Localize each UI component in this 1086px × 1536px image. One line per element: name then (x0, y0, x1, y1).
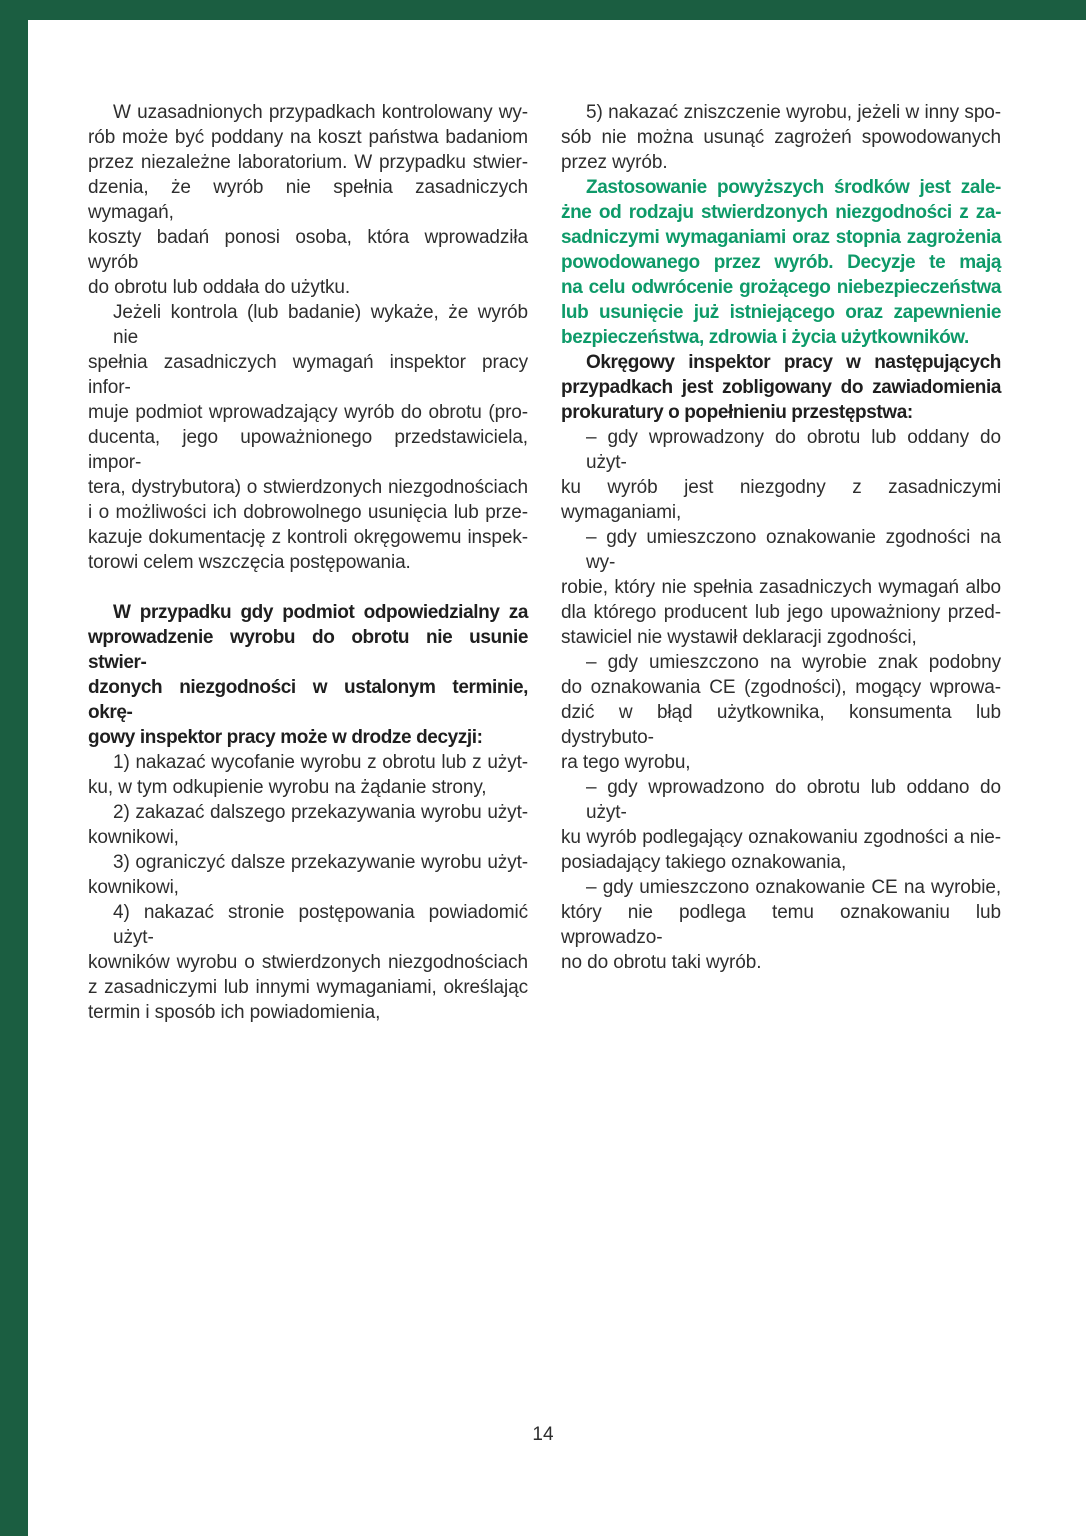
left-text-column (88, 100, 528, 1025)
text-line: 3) ograniczyć dalsze przekazywanie wyrobu użyt- (113, 852, 528, 873)
paragraph (561, 350, 1001, 425)
text-line: kowników wyrobu o stwierdzonych niezgodnościach (88, 952, 528, 973)
text-line: tera, dystrybutora) o stwierdzonych niezgodnościach (88, 477, 528, 498)
text-line: 1) nakazać wycofanie wyrobu z obrotu lub z użyt- (113, 752, 528, 773)
text-line: gowy inspektor pracy może w drodze decyzji: (88, 727, 483, 748)
text-line: ku, w tym odkupienie wyrobu na żądanie strony, (88, 777, 487, 798)
paragraph (88, 750, 528, 800)
text-line: bezpieczeństwa, zdrowia i życia użytkowników. (561, 327, 969, 348)
text-line: koszty badań ponosi osoba, która wprowadziła wyrób (88, 227, 528, 273)
text-line: przypadkach jest zobligowany do zawiadomienia (561, 377, 1001, 398)
paragraph (88, 600, 528, 750)
text-line: który nie podlega temu oznakowaniu lub wprowadzo- (561, 902, 1001, 948)
text-line: dzenia, że wyrób nie spełnia zasadniczych wymagań, (88, 177, 528, 223)
text-line: W przypadku gdy podmiot odpowiedzialny za (113, 602, 528, 623)
text-line: i o możliwości ich dobrowolnego usunięcia lub prze- (88, 502, 528, 523)
text-line: przez niezależne laboratorium. W przypadku stwier- (88, 152, 528, 173)
page-content (88, 100, 1001, 1025)
text-line: dzić w błąd użytkownika, konsumenta lub dystrybuto- (561, 702, 1001, 748)
paragraph (88, 900, 528, 1025)
text-line: 5) nakazać zniszczenie wyrobu, jeżeli w inny spo- (586, 102, 1001, 123)
paragraph (88, 100, 528, 300)
text-line: na celu odwrócenie grożącego niebezpieczeństwa (561, 277, 1001, 298)
text-line: dla którego producent lub jego upoważniony przed- (561, 602, 1001, 623)
text-line: ku wyrób podlegający oznakowaniu zgodności a nie- (561, 827, 1001, 848)
text-line: przez wyrób. (561, 152, 668, 173)
text-line: rób może być poddany na koszt państwa badaniom (88, 127, 528, 148)
text-line: spełnia zasadniczych wymagań inspektor pracy infor- (88, 352, 528, 398)
paragraph (561, 425, 1001, 525)
text-line: z zasadniczymi lub innymi wymaganiami, określając (88, 977, 528, 998)
page-number: 14 (532, 1424, 554, 1445)
text-line: do oznakowania CE (zgodności), mogący wprowa- (561, 677, 1001, 698)
text-line: powodowanego przez wyrób. Decyzje te mają (561, 252, 1001, 273)
text-line: robie, który nie spełnia zasadniczych wymagań albo (561, 577, 1001, 598)
text-line: – gdy umieszczono na wyrobie znak podobny (586, 652, 1001, 673)
text-line: – gdy umieszczono oznakowanie CE na wyrobie, (586, 877, 1001, 898)
text-line: stawiciel nie wystawił deklaracji zgodności, (561, 627, 917, 648)
text-line: muje podmiot wprowadzający wyrób do obrotu (pro- (88, 402, 528, 423)
paragraph (561, 875, 1001, 975)
text-line: Jeżeli kontrola (lub badanie) wykaże, że wyrób nie (113, 302, 528, 348)
paragraph (88, 300, 528, 575)
paragraph (561, 775, 1001, 875)
text-line: ducenta, jego upoważnionego przedstawiciela, impor- (88, 427, 528, 473)
right-text-column (561, 100, 1001, 1025)
text-line: żne od rodzaju stwierdzonych niezgodności z za- (561, 202, 1001, 223)
text-line: W uzasadnionych przypadkach kontrolowany wy- (113, 102, 528, 123)
text-line: sadniczymi wymaganiami oraz stopnia zagrożenia (561, 227, 1001, 248)
text-line: – gdy umieszczono oznakowanie zgodności na wy- (586, 527, 1001, 573)
left-accent-bar (0, 0, 28, 1536)
text-line: ku wyrób jest niezgodny z zasadniczymi wymaganiami, (561, 477, 1001, 523)
paragraph (88, 800, 528, 850)
text-line: – gdy wprowadzony do obrotu lub oddany do użyt- (586, 427, 1001, 473)
text-line: 4) nakazać stronie postępowania powiadomić użyt- (113, 902, 528, 948)
paragraph (561, 100, 1001, 175)
paragraph (561, 525, 1001, 650)
text-line: prokuratury o popełnieniu przestępstwa: (561, 402, 913, 423)
text-line: kownikowi, (88, 877, 179, 898)
text-line: wprowadzenie wyrobu do obrotu nie usunie stwier- (88, 627, 528, 673)
text-line: – gdy wprowadzono do obrotu lub oddano do użyt- (586, 777, 1001, 823)
text-line: dzonych niezgodności w ustalonym terminie, okrę- (88, 677, 528, 723)
text-line: kownikowi, (88, 827, 179, 848)
text-line: lub usunięcie już istniejącego oraz zapewnienie (561, 302, 1001, 323)
paragraph (88, 850, 528, 900)
top-accent-bar (0, 0, 1086, 20)
text-line: 2) zakazać dalszego przekazywania wyrobu użyt- (113, 802, 528, 823)
text-line: sób nie można usunąć zagrożeń spowodowanych (561, 127, 1001, 148)
text-line: ra tego wyrobu, (561, 752, 691, 773)
text-line: posiadający takiego oznakowania, (561, 852, 847, 873)
paragraph (561, 175, 1001, 350)
paragraph (561, 650, 1001, 775)
text-line: kazuje dokumentację z kontroli okręgowemu inspek- (88, 527, 528, 548)
text-line: termin i sposób ich powiadomienia, (88, 1002, 381, 1023)
text-line: do obrotu lub oddała do użytku. (88, 277, 351, 298)
text-line: no do obrotu taki wyrób. (561, 952, 762, 973)
text-line: Zastosowanie powyższych środków jest zale- (586, 177, 1001, 198)
text-line: torowi celem wszczęcia postępowania. (88, 552, 411, 573)
text-line: Okręgowy inspektor pracy w następujących (586, 352, 1001, 373)
